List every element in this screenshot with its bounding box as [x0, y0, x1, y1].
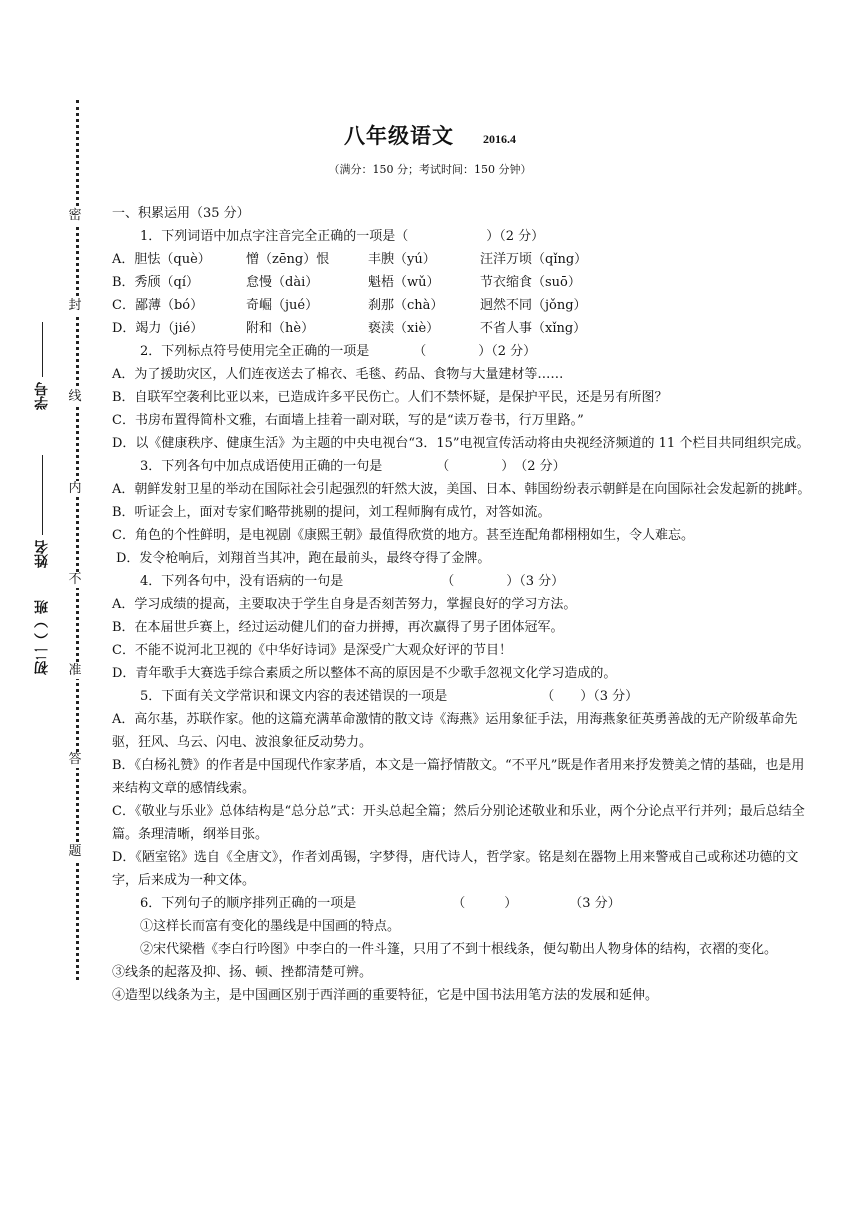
seal-char: 答 — [64, 752, 86, 768]
name-label: 姓名 — [34, 540, 50, 568]
page-title: 八年级语文 — [343, 124, 454, 148]
question-2-option-a: A．为了援助灾区，人们连夜送去了棉衣、毛毯、药品、食物与大量建材等…… — [112, 367, 564, 382]
question-stem-text: 2．下列标点符号使用完全正确的一项是 — [140, 344, 370, 359]
exam-header — [0, 120, 860, 150]
question-score: （ ） （3 分） — [452, 896, 621, 911]
question-score: （ ） （2 分） — [436, 459, 566, 474]
question-6-item: ④造型以线条为主，是中国画区别于西洋画的重要特征，它是中国书法用笔方法的发展和延伸。 — [112, 988, 659, 1003]
question-2-option-b: B．自联军空袭利比亚以来，已造成许多平民伤亡。人们不禁怀疑，是保护平民，还是另有所图？ — [112, 390, 668, 405]
option-word: 怠慢（dài） — [246, 275, 319, 290]
option-word: 魁梧（wǔ） — [368, 275, 440, 290]
question-score: （ ）（3 分） — [441, 574, 565, 589]
seal-char: 线 — [64, 389, 86, 405]
question-5-option-a: A．高尔基，苏联作家。他的这篇充满革命激情的散文诗《海燕》运用象征手法，用海燕象征英勇善战的无产阶级革命先驱，狂风、乌云、闪电、波浪象征反动势力。 — [112, 712, 798, 750]
question-1-option-d — [112, 317, 812, 340]
option-word: B．秀颀（qí） — [112, 275, 200, 290]
question-4-stem — [112, 570, 812, 593]
seal-char: 内 — [64, 481, 86, 497]
student-no-underline — [42, 322, 43, 377]
exam-content — [112, 202, 812, 1007]
exam-date: 2016.4 — [483, 132, 517, 146]
question-stem-text: 4．下列各句中，没有语病的一句是 — [140, 574, 344, 589]
question-5-option-c: C．《敬业与乐业》总体结构是“总分总”式：开头总起全篇；然后分别论述敬业和乐业，两个分论点平行并列；最后总结全篇。条理清晰，纲举目张。 — [112, 804, 805, 842]
option-word: 憎（zēng）恨 — [246, 252, 330, 267]
student-no-label: 学号 — [34, 382, 50, 410]
question-5-option-d: D．《陋室铭》选自《全唐文》，作者刘禹锡，字梦得，唐代诗人，哲学家。铭是刻在器物上用来警戒自己或称述功德的文字，后来成为一种文体。 — [112, 850, 799, 888]
class-label: 初二（ ）班 — [34, 600, 50, 675]
question-1-option-a — [112, 248, 812, 271]
option-word: 不省人事（xǐng） — [480, 321, 587, 336]
question-4-option-d: D．青年歌手大赛选手综合素质之所以整体不高的原因是不少歌手忽视文化学习造成的。 — [112, 666, 617, 681]
question-3-option-b: B．听证会上，面对专家们略带挑剔的提问，刘工程师胸有成竹，对答如流。 — [112, 505, 551, 520]
question-stem-text: 5．下面有关文学常识和课文内容的表述错误的一项是 — [140, 689, 448, 704]
question-1-option-b — [112, 271, 812, 294]
question-6-item: ①这样长而富有变化的墨线是中国画的特点。 — [140, 919, 401, 934]
question-1-stem — [112, 225, 812, 248]
option-word: A．胆怯（què） — [112, 252, 211, 267]
option-word: 丰腴（yú） — [368, 252, 436, 267]
seal-char: 题 — [64, 844, 86, 860]
question-3-option-d: D．发令枪响后，刘翔首当其冲，跑在最前头，最终夺得了金牌。 — [116, 551, 491, 566]
option-word: 刹那（chà） — [368, 298, 444, 313]
question-3-option-c: C．角色的个性鲜明，是电视剧《康熙王朝》最值得欣赏的地方。甚至连配角都栩栩如生，令人难忘。 — [112, 528, 694, 543]
option-word: 节衣缩食（suō） — [480, 275, 581, 290]
question-2-option-c: C．书房布置得简朴文雅，右面墙上挂着一副对联，写的是“读万卷书，行万里路。” — [112, 413, 584, 428]
question-4-option-c: C．不能不说河北卫视的《中华好诗词》是深受广大观众好评的节目！ — [112, 643, 512, 658]
option-word: 迥然不同（jǒng） — [480, 298, 587, 313]
option-word: 亵渎（xiè） — [368, 321, 440, 336]
question-5-option-b: B．《白杨礼赞》的作者是中国现代作家茅盾，本文是一篇抒情散文。“不平凡”既是作者用来抒发赞美之情的基础，也是用来结构文章的感情线索。 — [112, 758, 805, 796]
seal-char: 密 — [64, 208, 86, 224]
option-word: D．竭力（jié） — [112, 321, 204, 336]
question-score: ）（2 分） — [486, 229, 545, 244]
seal-char: 不 — [64, 572, 86, 588]
question-6-item: ③线条的起落及抑、扬、顿、挫都清楚可辨。 — [112, 965, 373, 980]
seal-char: 封 — [64, 298, 86, 314]
question-score: （ ）（2 分） — [413, 344, 537, 359]
binding-margin — [0, 0, 110, 1216]
question-1-option-c — [112, 294, 812, 317]
question-3-option-a: A．朝鲜发射卫星的举动在国际社会引起强烈的轩然大波，美国、日本、韩国纷纷表示朝鲜是在向国际社会发起新的挑衅。 — [112, 482, 811, 497]
question-stem-text: 1．下列词语中加点字注音完全正确的一项是（ — [140, 229, 409, 244]
question-score: （ ）（3 分） — [541, 689, 639, 704]
question-2-option-d: D．以《健康秩序、健康生活》为主题的中央电视台“3．15”电视宣传活动将由央视经济频道的 11 个栏目共同组织完成。 — [112, 436, 810, 451]
option-word: 奇崛（jué） — [246, 298, 319, 313]
name-underline — [42, 455, 43, 535]
section-heading: 一、积累运用（35 分） — [112, 206, 250, 221]
question-4-option-b: B．在本届世乒赛上，经过运动健儿们的奋力拼搏，再次赢得了男子团体冠军。 — [112, 620, 564, 635]
option-word: 汪洋万顷（qǐng） — [480, 252, 588, 267]
question-4-option-a: A．学习成绩的提高，主要取决于学生自身是否刻苦努力，掌握良好的学习方法。 — [112, 597, 577, 612]
question-stem-text: 6．下列句子的顺序排列正确的一项是 — [140, 896, 357, 911]
question-6-stem — [112, 892, 812, 915]
question-6-item: ②宋代梁楷《李白行吟图》中李白的一件斗篷，只用了不到十根线条，便勾勒出人物身体的结构，衣褶的变化。 — [140, 942, 778, 957]
question-stem-text: 3．下列各句中加点成语使用正确的一句是 — [140, 459, 383, 474]
seal-char: 准 — [64, 663, 86, 679]
question-5-stem — [112, 685, 812, 708]
option-word: 附和（hè） — [246, 321, 315, 336]
exam-subtitle: （满分：150 分；考试时间：150 分钟） — [328, 163, 532, 176]
question-2-stem — [112, 340, 812, 363]
option-word: C．鄙薄（bó） — [112, 298, 204, 313]
question-3-stem — [112, 455, 812, 478]
